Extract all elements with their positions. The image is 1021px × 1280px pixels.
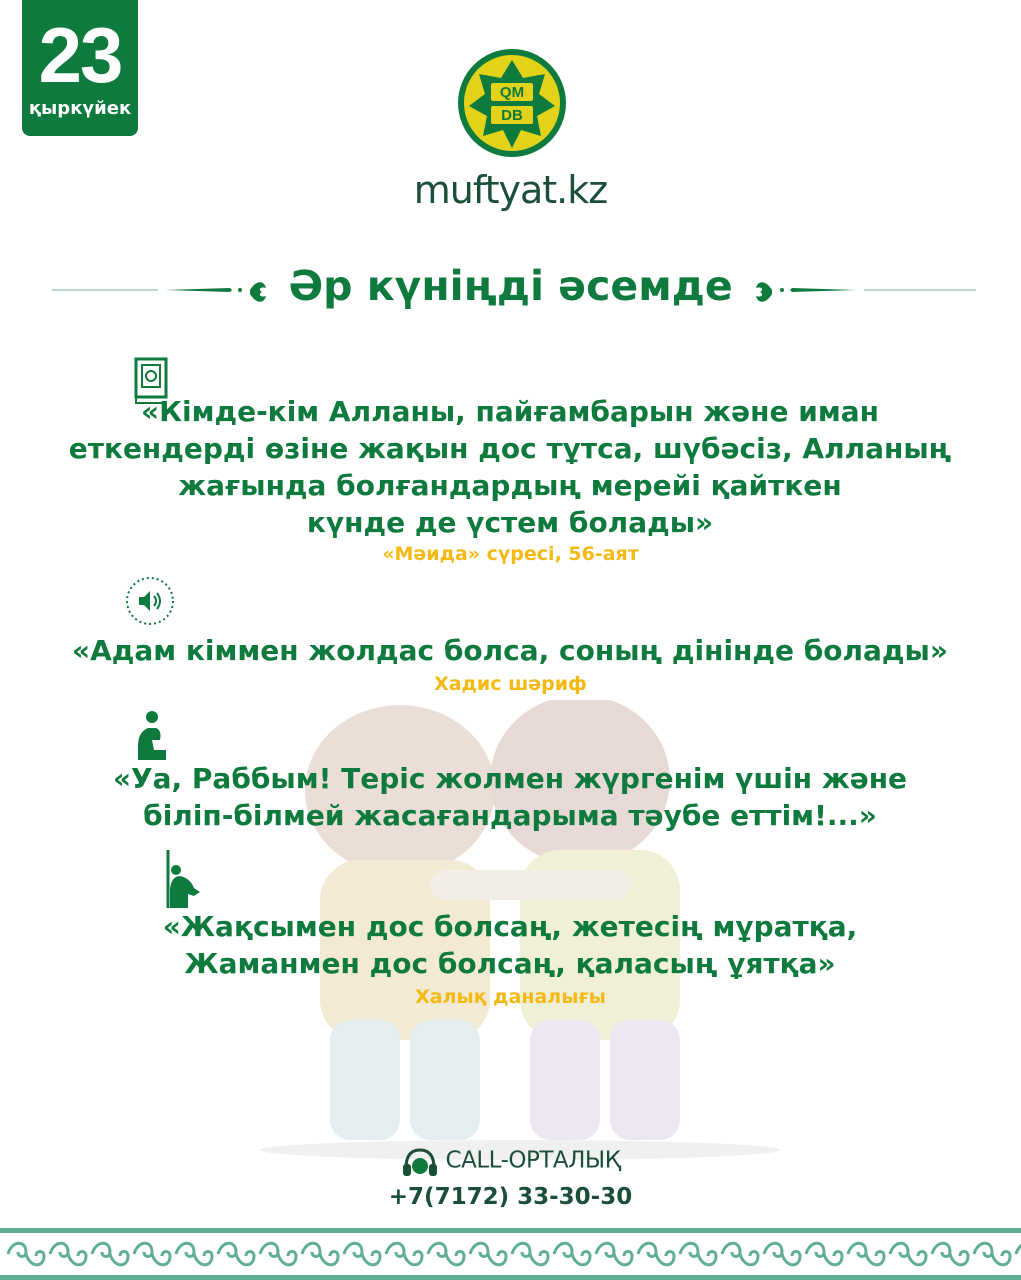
call-center	[0, 1146, 1021, 1210]
hadith-quote: «Адам кіммен жолдас болса, соның дінінде болады»	[72, 634, 948, 667]
site-name: muftyat.kz	[413, 168, 608, 212]
date-badge	[22, 0, 138, 136]
quran-quote-line: еткендерді өзіне жақын дос тұтса, шүбәсіз, Алланың	[68, 432, 952, 465]
wisdom-source: Халық даналығы	[415, 986, 606, 1008]
call-center-label: CALL-ОРТАЛЫҚ	[445, 1147, 621, 1174]
wisdom-quote	[60, 908, 960, 982]
quran-quote-line: «Кімде-кім Алланы, пайғамбарын және иман	[141, 395, 879, 428]
muftyat-logo	[457, 48, 567, 158]
audio-speaker-icon	[125, 576, 175, 626]
wisdom-quote-line: «Жақсымен дос болсаң, жетесің мұратқа,	[162, 910, 858, 943]
date-month: қыркүйек	[28, 98, 132, 119]
dua-quote	[60, 760, 960, 834]
call-center-phone[interactable]: +7(7172) 33-30-30	[388, 1184, 633, 1210]
quran-source: «Мәида» сүресі, 56-аят	[382, 543, 639, 565]
quran-quote-line: жағында болғандардың мерейі қайткен	[178, 469, 842, 502]
logo-text-top: QM	[499, 84, 525, 101]
praying-person-icon	[132, 710, 168, 762]
bottom-ornament-border	[0, 1228, 1021, 1280]
logo-text-bottom: DB	[501, 107, 523, 124]
hadith-source: Хадис шәриф	[434, 673, 587, 695]
quran-quote-line: күнде де үстем болады»	[306, 506, 714, 539]
date-day: 23	[38, 11, 122, 99]
elder-with-staff-icon	[160, 848, 202, 910]
wisdom-quote-line: Жаманмен дос болсаң, қаласың ұятқа»	[184, 947, 836, 980]
headset-icon	[400, 1146, 440, 1180]
page-heading: Әр күніңді әсемде	[288, 262, 733, 310]
dua-quote-line: «Уа, Раббым! Теріс жолмен жүргенім үшін және	[112, 762, 908, 795]
dua-quote-line: біліп-білмей жасағандарыма тәубе еттім!...»	[143, 799, 877, 832]
quran-quote	[60, 393, 960, 541]
